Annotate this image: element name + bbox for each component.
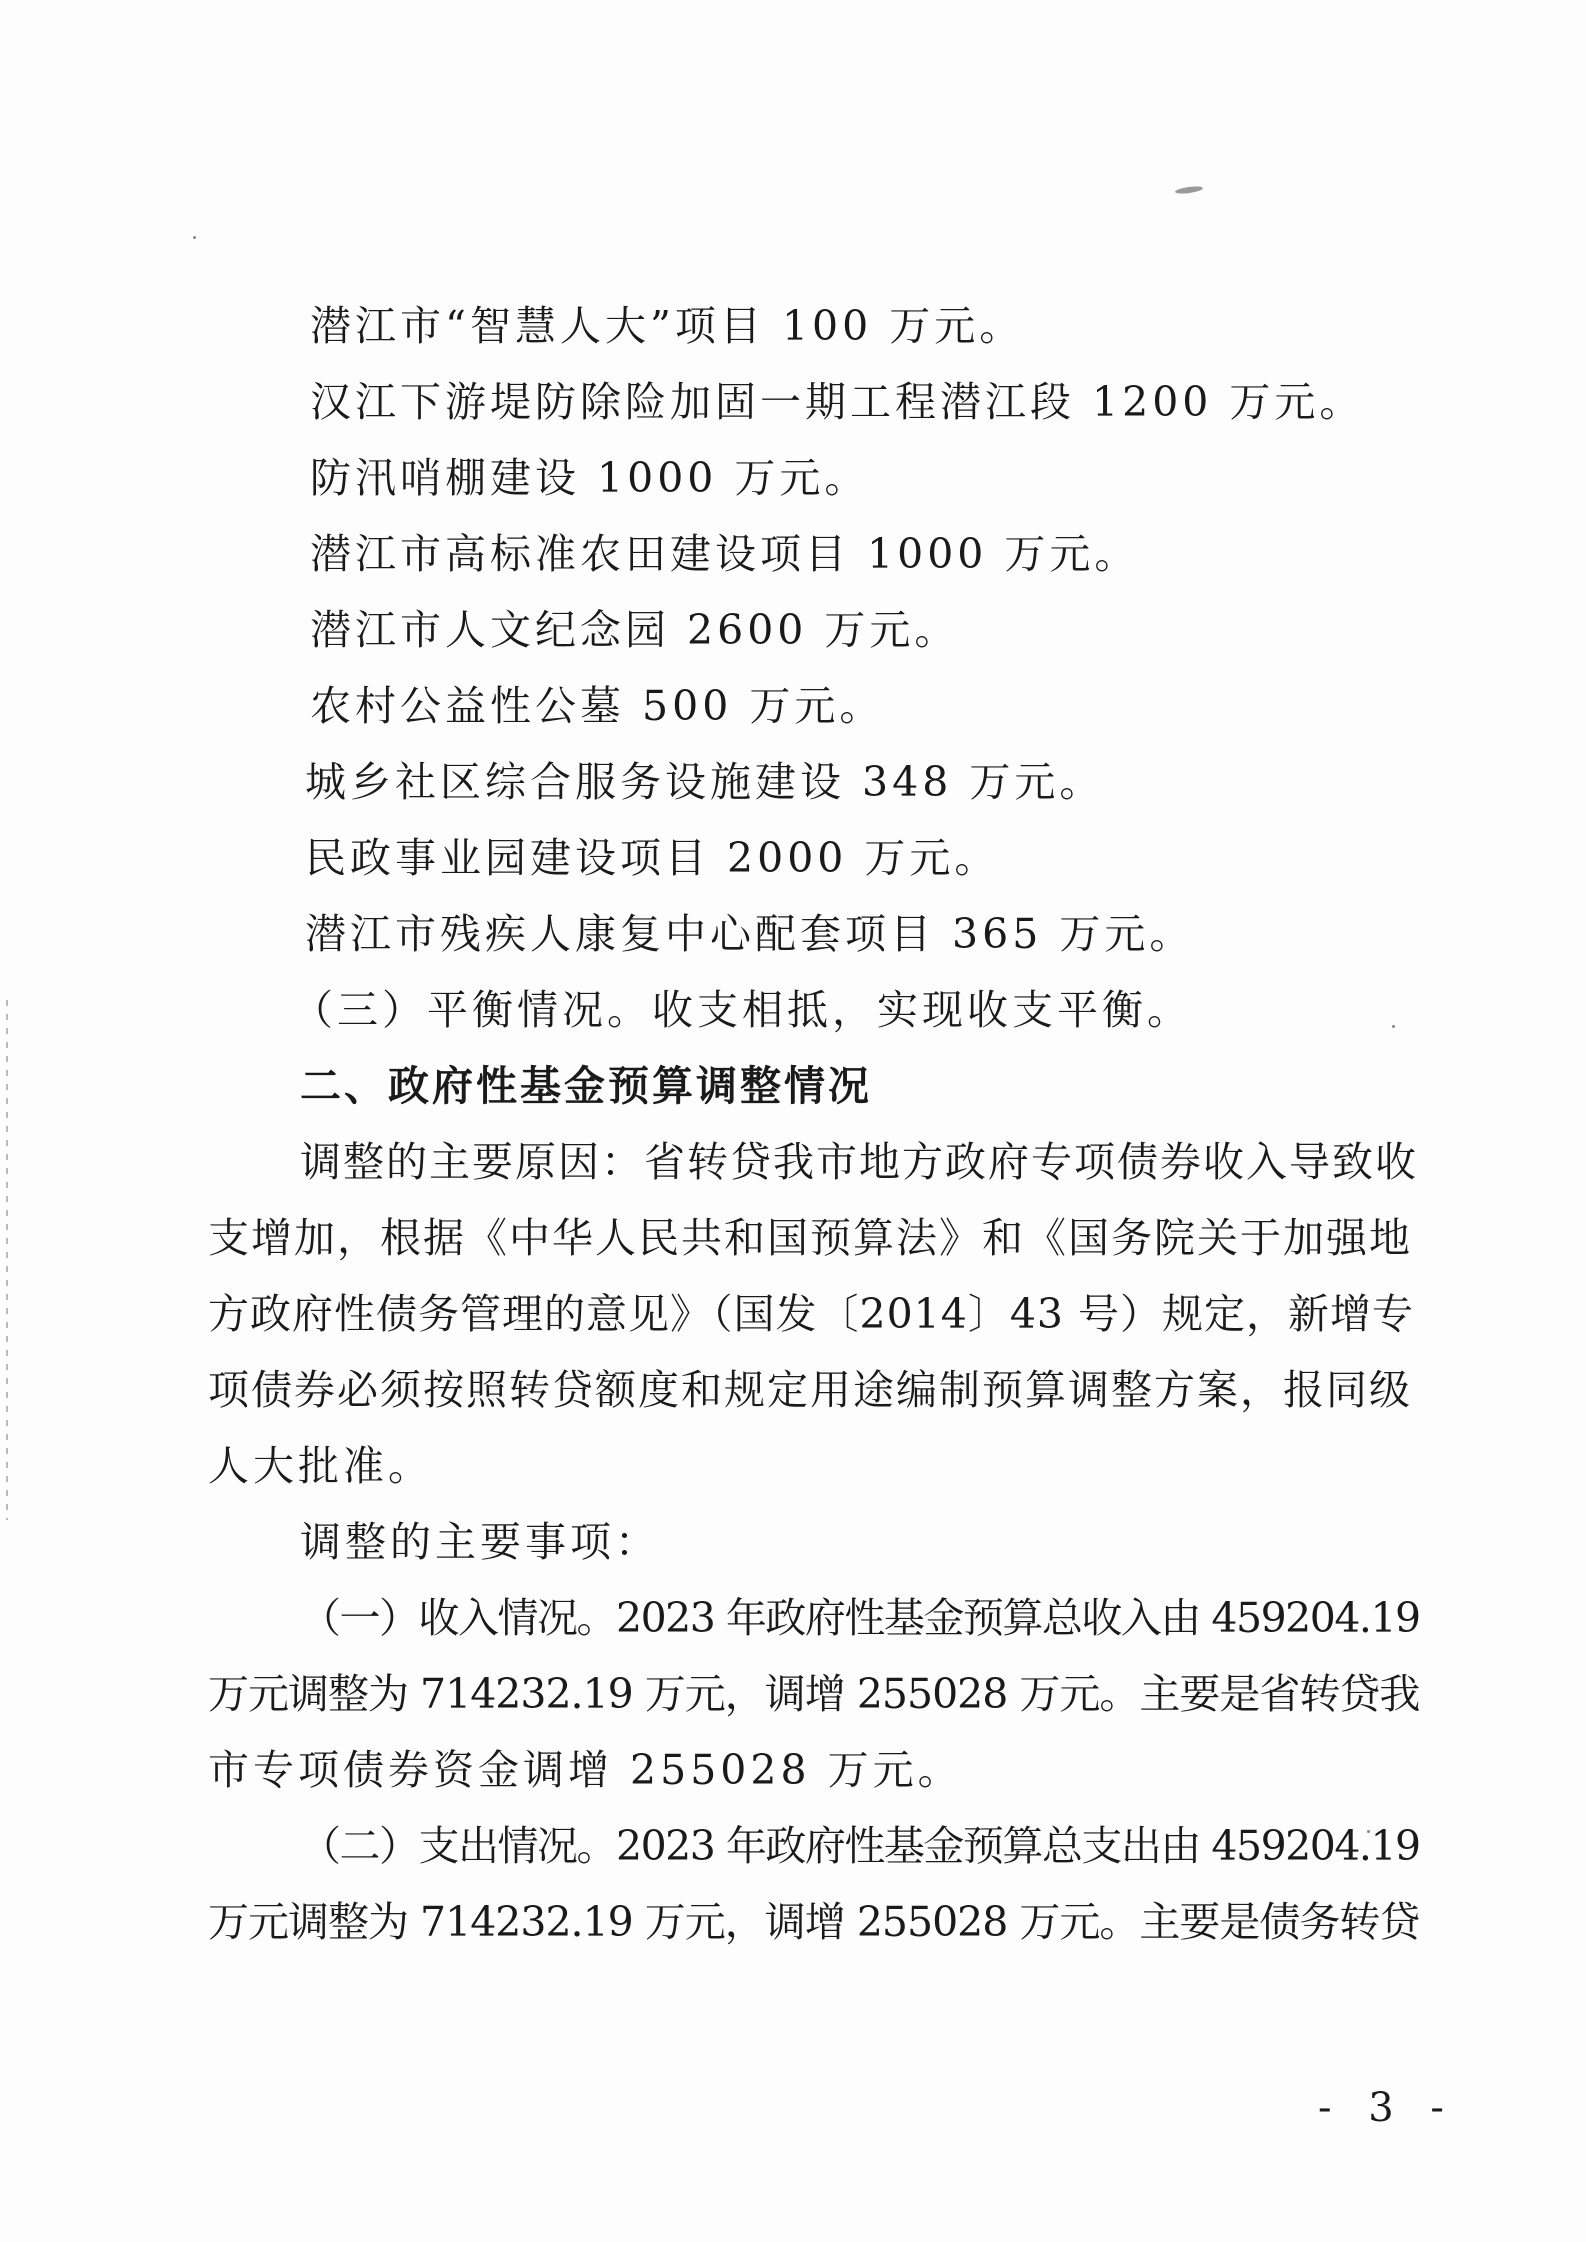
reason-line-1: 调整的主要原因：省转贷我市地方政府专项债券收入导致收 bbox=[300, 1138, 1418, 1186]
reason-line-2: 支增加，根据《中华人民共和国预算法》和《国务院关于加强地 bbox=[208, 1214, 1412, 1262]
balance-line: （三）平衡情况。收支相抵，实现收支平衡。 bbox=[292, 986, 1192, 1034]
page-number: - 3 - bbox=[1318, 2085, 1456, 2131]
scan-edge bbox=[6, 1000, 8, 1520]
scan-speck bbox=[1392, 1025, 1395, 1028]
text-line-9: 潜江市残疾人康复中心配套项目 365 万元。 bbox=[305, 910, 1195, 958]
text-line-3: 防汛哨棚建设 1000 万元。 bbox=[310, 454, 870, 502]
text-line-4: 潜江市高标准农田建设项目 1000 万元。 bbox=[310, 530, 1140, 578]
text-line-5: 潜江市人文纪念园 2600 万元。 bbox=[310, 606, 960, 654]
income-line-3: 市专项债券资金调增 255028 万元。 bbox=[208, 1746, 963, 1794]
text-line-7: 城乡社区综合服务设施建设 348 万元。 bbox=[305, 758, 1105, 806]
scan-speck bbox=[193, 236, 196, 239]
text-line-8: 民政事业园建设项目 2000 万元。 bbox=[305, 834, 1000, 882]
text-line-2: 汉江下游堤防除险加固一期工程潜江段 1200 万元。 bbox=[310, 378, 1365, 426]
section-heading-2: 二、政府性基金预算调整情况 bbox=[300, 1062, 872, 1110]
reason-line-5: 人大批准。 bbox=[208, 1442, 433, 1490]
items-intro: 调整的主要事项： bbox=[300, 1518, 660, 1566]
expense-line-1: （二）支出情况。2023 年政府性基金预算总支出由 459204.19 bbox=[300, 1822, 1420, 1870]
expense-line-2: 万元调整为 714232.19 万元，调增 255028 万元。主要是债务转贷 bbox=[208, 1898, 1420, 1946]
income-line-2: 万元调整为 714232.19 万元，调增 255028 万元。主要是省转贷我 bbox=[208, 1670, 1420, 1718]
reason-line-4: 项债券必须按照转贷额度和规定用途编制预算调整方案，报同级 bbox=[208, 1366, 1412, 1414]
scan-smudge bbox=[1175, 185, 1204, 195]
text-line-6: 农村公益性公墓 500 万元。 bbox=[310, 682, 885, 730]
text-line-1: 潜江市“智慧人大”项目 100 万元。 bbox=[310, 302, 1025, 350]
reason-line-3: 方政府性债务管理的意见》（国发〔2014〕43 号）规定，新增专 bbox=[208, 1290, 1415, 1338]
income-line-1: （一）收入情况。2023 年政府性基金预算总收入由 459204.19 bbox=[300, 1594, 1420, 1642]
